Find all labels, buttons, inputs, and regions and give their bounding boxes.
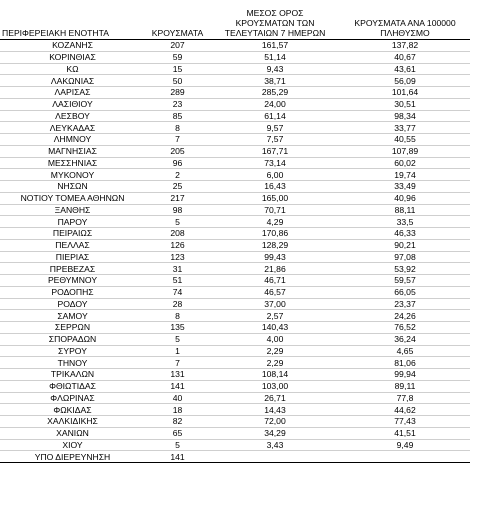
table-row	[0, 439, 470, 451]
header-avg7-line3: ΤΕΛΕΥΤΑΙΩΝ 7 ΗΜΕΡΩΝ	[224, 28, 326, 38]
cell-avg7: 167,71	[210, 145, 340, 157]
cell-avg7: 72,00	[210, 416, 340, 428]
cell-region: ΝΗΣΩΝ	[0, 181, 145, 193]
table-row	[0, 169, 470, 181]
cell-per100k: 36,24	[340, 333, 470, 345]
cell-region: ΛΕΥΚΑΔΑΣ	[0, 122, 145, 134]
cell-region: ΚΩ	[0, 63, 145, 75]
cell-region: ΛΑΚΩΝΙΑΣ	[0, 75, 145, 87]
cell-per100k: 33,77	[340, 122, 470, 134]
cell-per100k: 40,67	[340, 51, 470, 63]
cell-region: ΠΕΛΛΑΣ	[0, 239, 145, 251]
cell-cases: 289	[145, 87, 210, 99]
cell-region: ΠΑΡΟΥ	[0, 216, 145, 228]
cell-region: ΜΥΚΟΝΟΥ	[0, 169, 145, 181]
cell-avg7: 34,29	[210, 427, 340, 439]
cell-cases: 135	[145, 322, 210, 334]
cell-region: ΣΑΜΟΥ	[0, 310, 145, 322]
cell-region: ΠΕΙΡΑΙΩΣ	[0, 228, 145, 240]
cell-cases: 15	[145, 63, 210, 75]
cell-avg7: 4,29	[210, 216, 340, 228]
cell-region: ΠΡΕΒΕΖΑΣ	[0, 263, 145, 275]
table-row	[0, 134, 470, 146]
cell-region: ΡΟΔΟΠΗΣ	[0, 286, 145, 298]
table-row	[0, 357, 470, 369]
cell-per100k: 99,94	[340, 369, 470, 381]
cell-per100k: 30,51	[340, 98, 470, 110]
cell-avg7: 170,86	[210, 228, 340, 240]
cell-avg7: 61,14	[210, 110, 340, 122]
cell-cases: 217	[145, 192, 210, 204]
cell-cases: 8	[145, 310, 210, 322]
cell-avg7: 140,43	[210, 322, 340, 334]
cell-region: ΛΕΣΒΟΥ	[0, 110, 145, 122]
table-row	[0, 63, 470, 75]
cell-avg7: 6,00	[210, 169, 340, 181]
cell-per100k	[340, 451, 470, 463]
table-body	[0, 40, 470, 463]
cell-per100k: 60,02	[340, 157, 470, 169]
cell-per100k: 40,55	[340, 134, 470, 146]
cell-per100k: 9,49	[340, 439, 470, 451]
table-row	[0, 298, 470, 310]
cell-per100k: 53,92	[340, 263, 470, 275]
cell-region: ΤΗΝΟΥ	[0, 357, 145, 369]
cell-cases: 98	[145, 204, 210, 216]
cell-per100k: 76,52	[340, 322, 470, 334]
cell-cases: 40	[145, 392, 210, 404]
cell-cases: 207	[145, 40, 210, 52]
header-region: ΠΕΡΙΦΕΡΕΙΑΚΗ ΕΝΟΤΗΤΑ	[0, 8, 145, 40]
table-row	[0, 145, 470, 157]
cell-avg7: 2,57	[210, 310, 340, 322]
cell-cases: 50	[145, 75, 210, 87]
cell-avg7: 21,86	[210, 263, 340, 275]
cell-region: ΛΗΜΝΟΥ	[0, 134, 145, 146]
cell-cases: 5	[145, 333, 210, 345]
table-row	[0, 122, 470, 134]
cell-cases: 65	[145, 427, 210, 439]
table-row	[0, 451, 470, 463]
cell-avg7: 70,71	[210, 204, 340, 216]
table-row	[0, 192, 470, 204]
table-row	[0, 404, 470, 416]
cell-per100k: 90,21	[340, 239, 470, 251]
cases-table	[0, 8, 470, 463]
table-row	[0, 75, 470, 87]
cell-cases: 5	[145, 439, 210, 451]
cell-avg7: 7,57	[210, 134, 340, 146]
cell-avg7: 16,43	[210, 181, 340, 193]
cell-per100k: 41,51	[340, 427, 470, 439]
cell-cases: 8	[145, 122, 210, 134]
cell-avg7: 37,00	[210, 298, 340, 310]
cell-cases: 131	[145, 369, 210, 381]
cell-region: ΥΠΟ ΔΙΕΡΕΥΝΗΣΗ	[0, 451, 145, 463]
cell-cases: 74	[145, 286, 210, 298]
cell-region: ΝΟΤΙΟΥ ΤΟΜΕΑ ΑΘΗΝΩΝ	[0, 192, 145, 204]
cell-avg7: 4,00	[210, 333, 340, 345]
cell-per100k: 97,08	[340, 251, 470, 263]
cell-avg7: 103,00	[210, 380, 340, 392]
cell-per100k: 40,96	[340, 192, 470, 204]
table-row	[0, 204, 470, 216]
cell-avg7: 285,29	[210, 87, 340, 99]
cell-cases: 7	[145, 134, 210, 146]
cell-per100k: 33,49	[340, 181, 470, 193]
table-row	[0, 216, 470, 228]
table-row	[0, 322, 470, 334]
cell-region: ΛΑΡΙΣΑΣ	[0, 87, 145, 99]
table-row	[0, 310, 470, 322]
cell-per100k: 44,62	[340, 404, 470, 416]
cell-cases: 141	[145, 451, 210, 463]
cell-cases: 126	[145, 239, 210, 251]
cell-per100k: 81,06	[340, 357, 470, 369]
cell-cases: 23	[145, 98, 210, 110]
cell-per100k: 33,5	[340, 216, 470, 228]
cell-region: ΣΥΡΟΥ	[0, 345, 145, 357]
cell-avg7: 24,00	[210, 98, 340, 110]
cell-per100k: 19,74	[340, 169, 470, 181]
cell-per100k: 107,89	[340, 145, 470, 157]
table-row	[0, 251, 470, 263]
cell-avg7	[210, 451, 340, 463]
cell-per100k: 101,64	[340, 87, 470, 99]
cell-region: ΡΟΔΟΥ	[0, 298, 145, 310]
header-cases: ΚΡΟΥΣΜΑΤΑ	[145, 8, 210, 40]
table-header	[0, 8, 470, 40]
cell-avg7: 51,14	[210, 51, 340, 63]
cell-per100k: 4,65	[340, 345, 470, 357]
cell-region: ΦΩΚΙΔΑΣ	[0, 404, 145, 416]
cell-region: ΣΕΡΡΩΝ	[0, 322, 145, 334]
table-row	[0, 110, 470, 122]
header-per100k-line2: ΠΛΗΘΥΣΜΟ	[380, 28, 430, 38]
table-row	[0, 369, 470, 381]
cell-avg7: 2,29	[210, 357, 340, 369]
table-row	[0, 51, 470, 63]
cell-per100k: 59,57	[340, 275, 470, 287]
cell-per100k: 46,33	[340, 228, 470, 240]
cell-per100k: 56,09	[340, 75, 470, 87]
cell-cases: 85	[145, 110, 210, 122]
cell-region: ΤΡΙΚΑΛΩΝ	[0, 369, 145, 381]
cell-cases: 25	[145, 181, 210, 193]
cell-cases: 1	[145, 345, 210, 357]
cell-per100k: 98,34	[340, 110, 470, 122]
cell-avg7: 165,00	[210, 192, 340, 204]
table-row	[0, 98, 470, 110]
cell-avg7: 46,57	[210, 286, 340, 298]
cell-cases: 96	[145, 157, 210, 169]
cell-region: ΧΑΛΚΙΔΙΚΗΣ	[0, 416, 145, 428]
cell-avg7: 128,29	[210, 239, 340, 251]
cell-region: ΣΠΟΡΑΔΩΝ	[0, 333, 145, 345]
cell-avg7: 38,71	[210, 75, 340, 87]
cell-region: ΧΑΝΙΩΝ	[0, 427, 145, 439]
cell-avg7: 26,71	[210, 392, 340, 404]
cell-per100k: 137,82	[340, 40, 470, 52]
cell-cases: 7	[145, 357, 210, 369]
table-row	[0, 427, 470, 439]
table-row	[0, 87, 470, 99]
table-row	[0, 181, 470, 193]
cell-region: ΦΛΩΡΙΝΑΣ	[0, 392, 145, 404]
cell-per100k: 43,61	[340, 63, 470, 75]
cell-region: ΧΙΟΥ	[0, 439, 145, 451]
cell-cases: 141	[145, 380, 210, 392]
cell-region: ΚΟΖΑΝΗΣ	[0, 40, 145, 52]
table-row	[0, 333, 470, 345]
cell-cases: 5	[145, 216, 210, 228]
cell-region: ΚΟΡΙΝΘΙΑΣ	[0, 51, 145, 63]
cell-avg7: 46,71	[210, 275, 340, 287]
cell-cases: 28	[145, 298, 210, 310]
cell-region: ΡΕΘΥΜΝΟΥ	[0, 275, 145, 287]
cell-cases: 2	[145, 169, 210, 181]
cell-cases: 51	[145, 275, 210, 287]
cell-avg7: 73,14	[210, 157, 340, 169]
cell-avg7: 2,29	[210, 345, 340, 357]
cell-avg7: 161,57	[210, 40, 340, 52]
cell-region: ΛΑΣΙΘΙΟΥ	[0, 98, 145, 110]
header-per100k	[340, 8, 470, 40]
cell-region: ΞΑΝΘΗΣ	[0, 204, 145, 216]
table-row	[0, 416, 470, 428]
cell-avg7: 9,43	[210, 63, 340, 75]
cell-avg7: 108,14	[210, 369, 340, 381]
cell-region: ΜΕΣΣΗΝΙΑΣ	[0, 157, 145, 169]
header-avg7	[210, 8, 340, 40]
header-avg7-line2: ΚΡΟΥΣΜΑΤΩΝ ΤΩΝ	[235, 18, 315, 28]
cell-per100k: 24,26	[340, 310, 470, 322]
cell-per100k: 23,37	[340, 298, 470, 310]
header-avg7-line1: ΜΕΣΟΣ ΟΡΟΣ	[246, 8, 304, 18]
header-per100k-line1: ΚΡΟΥΣΜΑΤΑ ΑΝΑ 100000	[354, 18, 456, 28]
cell-cases: 208	[145, 228, 210, 240]
cell-avg7: 3,43	[210, 439, 340, 451]
cell-per100k: 88,11	[340, 204, 470, 216]
table-row	[0, 228, 470, 240]
cell-region: ΜΑΓΝΗΣΙΑΣ	[0, 145, 145, 157]
table-row	[0, 345, 470, 357]
cell-per100k: 77,8	[340, 392, 470, 404]
table-row	[0, 239, 470, 251]
cell-region: ΠΙΕΡΙΑΣ	[0, 251, 145, 263]
table-row	[0, 286, 470, 298]
cell-cases: 82	[145, 416, 210, 428]
table-row	[0, 380, 470, 392]
cell-avg7: 9,57	[210, 122, 340, 134]
cell-per100k: 66,05	[340, 286, 470, 298]
cell-cases: 59	[145, 51, 210, 63]
cell-per100k: 89,11	[340, 380, 470, 392]
table-row	[0, 40, 470, 52]
cell-avg7: 99,43	[210, 251, 340, 263]
table-row	[0, 392, 470, 404]
cell-cases: 31	[145, 263, 210, 275]
cell-cases: 205	[145, 145, 210, 157]
table-row	[0, 275, 470, 287]
table-row	[0, 263, 470, 275]
cell-avg7: 14,43	[210, 404, 340, 416]
table-row	[0, 157, 470, 169]
cell-cases: 123	[145, 251, 210, 263]
cell-region: ΦΘΙΩΤΙΔΑΣ	[0, 380, 145, 392]
cell-per100k: 77,43	[340, 416, 470, 428]
cell-cases: 18	[145, 404, 210, 416]
